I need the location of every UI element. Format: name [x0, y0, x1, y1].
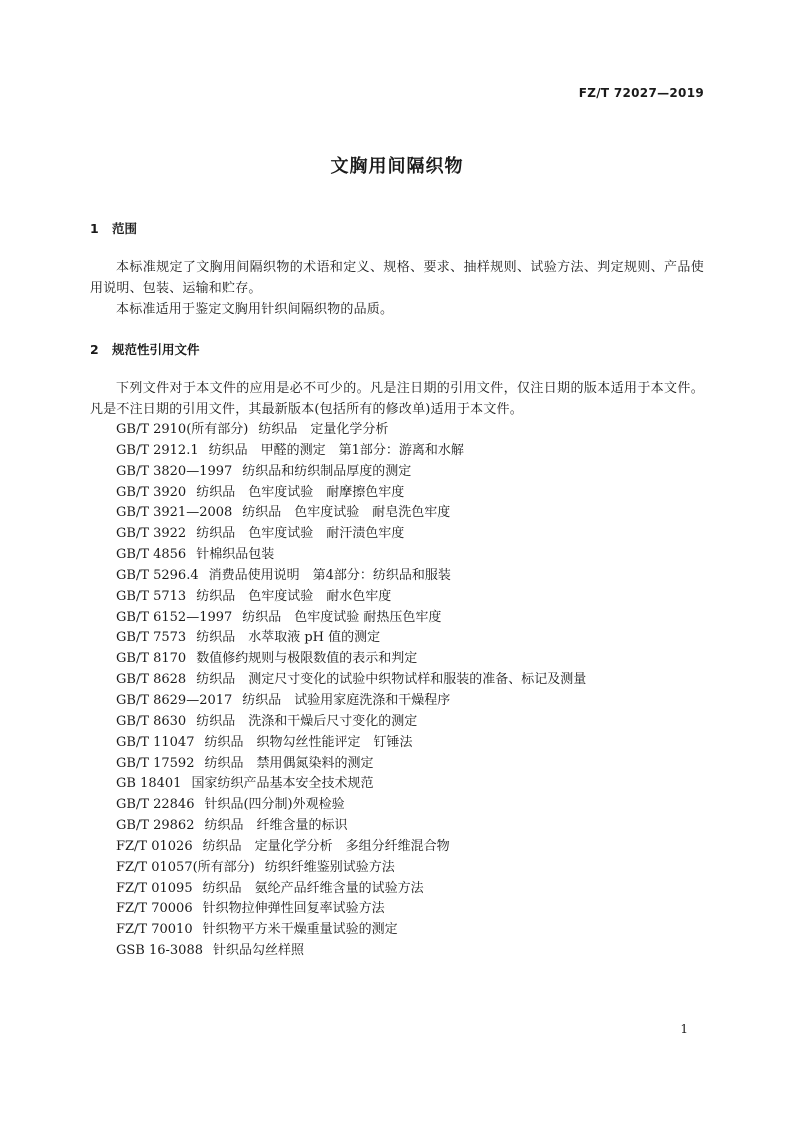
reference-item	[90, 899, 704, 920]
reference-item	[90, 712, 704, 733]
reference-title: 针棉织品包装	[196, 547, 275, 563]
page-number: 1	[680, 1022, 688, 1036]
reference-item	[90, 816, 704, 837]
document-title: 文胸用间隔织物	[330, 156, 464, 177]
reference-code: GB/T 3921—2008	[116, 505, 233, 521]
reference-title: 纺织品 织物勾丝性能评定 钉锤法	[204, 734, 413, 750]
reference-code: GB/T 5713	[116, 588, 187, 604]
reference-code: GB/T 8630	[116, 713, 187, 729]
reference-code: GB/T 3820—1997	[116, 463, 233, 479]
reference-item	[90, 566, 704, 587]
reference-title: 针织品(四分制)外观检验	[204, 797, 345, 813]
reference-item	[90, 462, 704, 483]
reference-title: 纺织品 纤维含量的标识	[204, 818, 348, 834]
reference-item	[90, 670, 704, 691]
reference-title: 纺织品 水萃取液 pH 值的测定	[196, 630, 381, 646]
reference-item	[90, 879, 704, 900]
reference-title: 纺织品 洗涤和干燥后尺寸变化的测定	[196, 713, 418, 729]
reference-item	[90, 441, 704, 462]
reference-item	[90, 628, 704, 649]
reference-title: 纺织品 甲醛的测定 第1部分：游离和水解	[208, 442, 464, 458]
reference-code: GB/T 17592	[116, 755, 195, 771]
reference-title: 纺织品 禁用偶氮染料的测定	[204, 755, 374, 771]
reference-title: 国家纺织产品基本安全技术规范	[191, 776, 374, 792]
reference-code: FZ/T 01057(所有部分)	[116, 859, 255, 875]
reference-title: 纺织品 氨纶产品纤维含量的试验方法	[202, 880, 424, 896]
reference-code: FZ/T 70010	[116, 922, 193, 938]
reference-item	[90, 837, 704, 858]
reference-item	[90, 503, 704, 524]
reference-code: GB/T 5296.4	[116, 567, 199, 583]
reference-code: GB 18401	[116, 776, 182, 792]
reference-item	[90, 524, 704, 545]
standard-code: FZ/T 72027—2019	[578, 86, 704, 100]
reference-item	[90, 587, 704, 608]
reference-code: GB/T 6152—1997	[116, 609, 233, 625]
reference-title: 纺织品 色牢度试验 耐摩擦色牢度	[196, 484, 405, 500]
document-body	[90, 219, 704, 962]
reference-item	[90, 608, 704, 629]
reference-code: GB/T 8170	[116, 651, 187, 667]
reference-code: FZ/T 70006	[116, 901, 193, 917]
reference-title: 纺织品 色牢度试验 耐热压色牢度	[242, 609, 442, 625]
reference-item	[90, 649, 704, 670]
reference-title: 数值修约规则与极限数值的表示和判定	[196, 651, 418, 667]
section-title: 范围	[112, 221, 138, 236]
scope-paragraph: 本标准适用于鉴定文胸用针织间隔织物的品质。	[116, 302, 394, 317]
reference-item	[90, 733, 704, 754]
reference-code: GB/T 7573	[116, 630, 187, 646]
reference-code: GB/T 11047	[116, 734, 195, 750]
reference-title: 纺织品 定量化学分析	[258, 422, 389, 437]
reference-code: GB/T 22846	[116, 797, 195, 813]
reference-title: 纺织品 色牢度试验 耐皂洗色牢度	[242, 505, 451, 521]
reference-title: 纺织品 色牢度试验 耐水色牢度	[196, 588, 392, 604]
reference-item	[90, 858, 704, 879]
reference-title: 纺织品 定量化学分析 多组分纤维混合物	[202, 838, 450, 854]
reference-list	[90, 420, 704, 962]
reference-title: 纺织品 试验用家庭洗涤和干燥程序	[242, 692, 451, 708]
reference-code: GB/T 29862	[116, 818, 195, 834]
section-number: 1	[90, 221, 99, 236]
reference-code: FZ/T 01026	[116, 838, 193, 854]
reference-title: 针织品勾丝样照	[213, 943, 305, 959]
reference-item	[90, 920, 704, 941]
reference-code: GB/T 2912.1	[116, 442, 199, 458]
reference-item	[90, 941, 704, 962]
reference-code: FZ/T 01095	[116, 880, 193, 896]
reference-item	[90, 774, 704, 795]
reference-code: GB/T 3922	[116, 526, 187, 542]
reference-item	[90, 545, 704, 566]
reference-title: 纺织品 色牢度试验 耐汗渍色牢度	[196, 526, 405, 542]
reference-item	[90, 795, 704, 816]
reference-title: 纺织品 测定尺寸变化的试验中织物试样和服装的准备、标记及测量	[196, 672, 587, 688]
reference-title: 纺织品和纺织制品厚度的测定	[242, 463, 412, 479]
reference-code: GB/T 4856	[116, 547, 187, 563]
reference-item	[90, 420, 704, 441]
reference-code: GB/T 2910(所有部分)	[116, 422, 249, 437]
reference-title: 针织物拉伸弹性回复率试验方法	[202, 901, 385, 917]
reference-item	[90, 754, 704, 775]
reference-title: 消费品使用说明 第4部分：纺织品和服装	[208, 567, 451, 583]
section-heading-scope	[90, 219, 704, 239]
reference-title: 针织物平方米干燥重量试验的测定	[202, 922, 398, 938]
reference-code: GSB 16-3088	[116, 943, 203, 959]
section-number: 2	[90, 342, 99, 357]
references-intro: 下列文件对于本文件的应用是必不可少的。凡是注日期的引用文件，仅注日期的版本适用于本文件。凡是不注日期的引用文件，其最新版本(包括所有的修改单)适用于本文件。	[90, 381, 704, 417]
reference-code: GB/T 8629—2017	[116, 692, 233, 708]
scope-paragraph: 本标准规定了文胸用间隔织物的术语和定义、规格、要求、抽样规则、试验方法、判定规则、产品使用说明、包装、运输和贮存。	[90, 260, 704, 296]
reference-item	[90, 483, 704, 504]
section-title: 规范性引用文件	[112, 342, 200, 357]
reference-item	[90, 691, 704, 712]
reference-code: GB/T 8628	[116, 672, 187, 688]
section-heading-references	[90, 340, 704, 360]
reference-title: 纺织纤维鉴别试验方法	[264, 859, 395, 875]
reference-code: GB/T 3920	[116, 484, 187, 500]
